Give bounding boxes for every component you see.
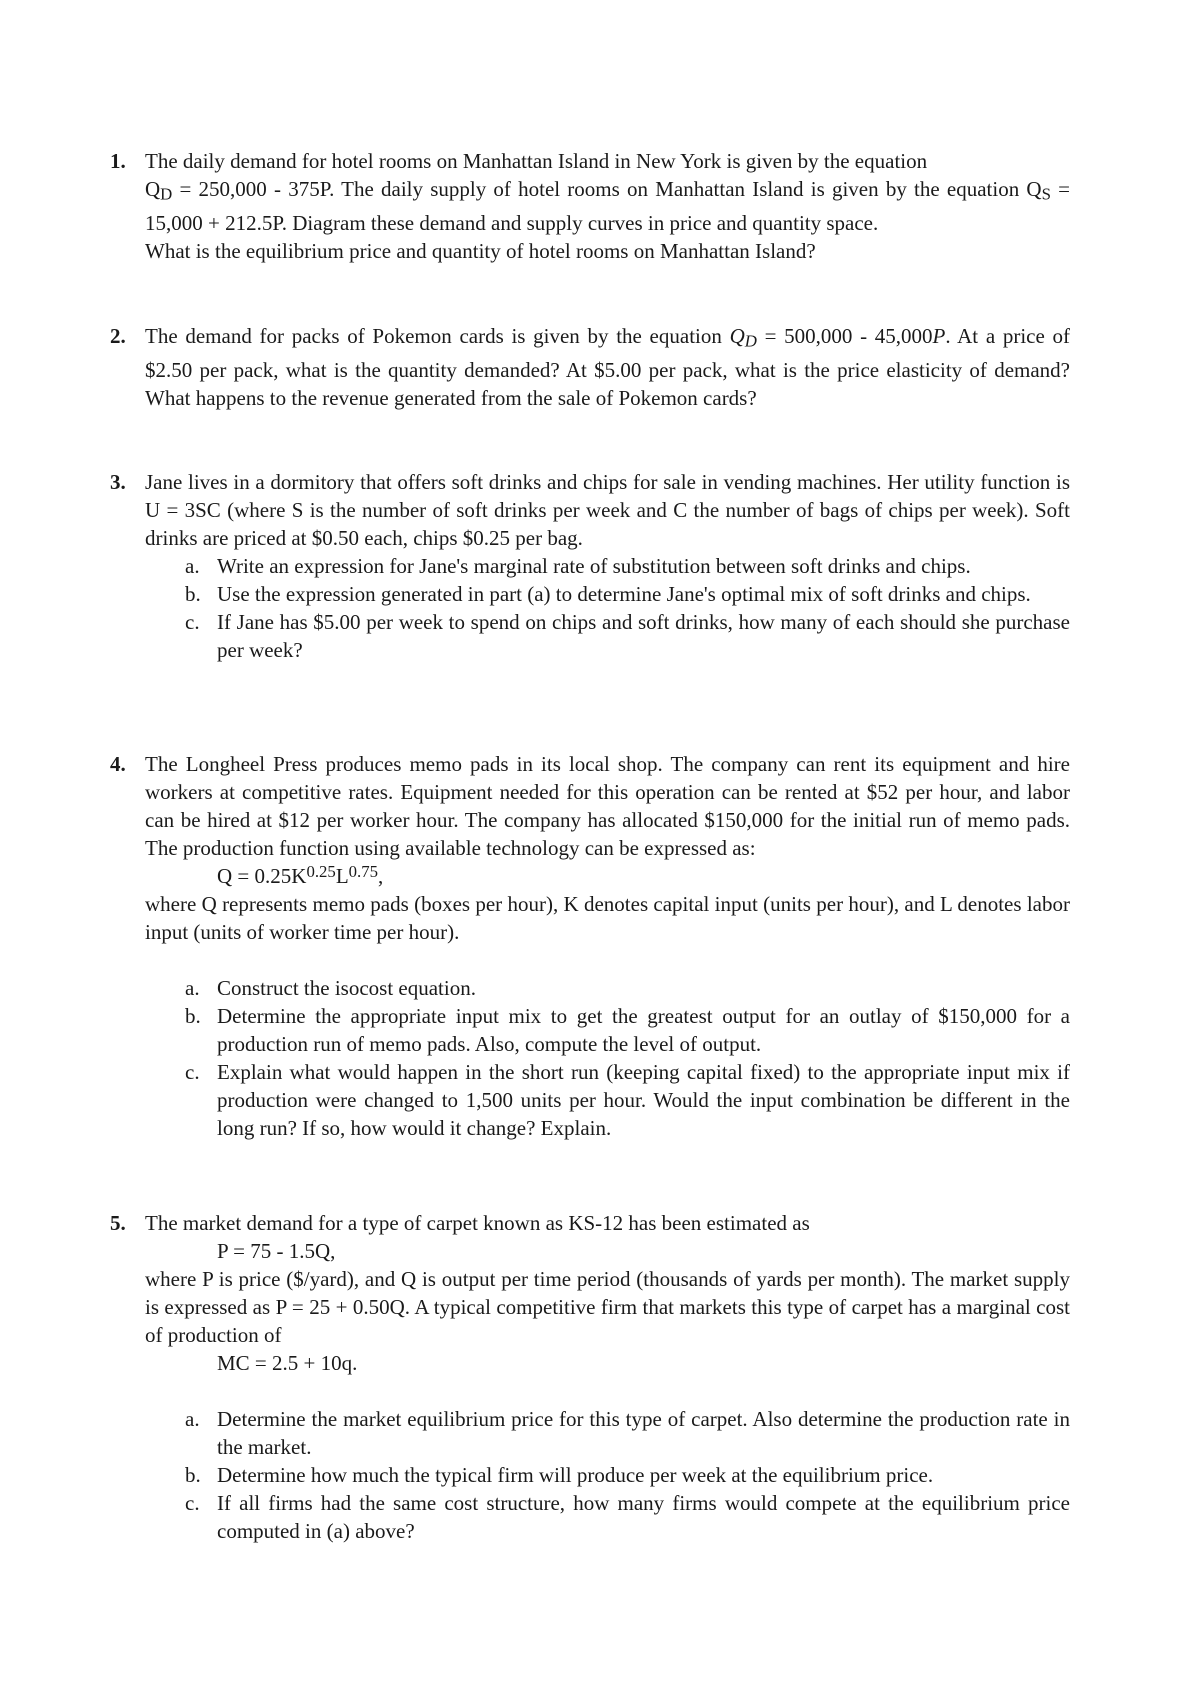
problem-body — [145, 468, 1070, 664]
problem-4 — [110, 750, 1070, 1142]
qd-var: Q — [729, 324, 745, 348]
problem-number: 4. — [110, 752, 126, 776]
subpart-letter: c. — [185, 1491, 200, 1515]
capital-exponent: 0.25 — [306, 862, 336, 882]
qs-rest: = 15,000 + 212.5P. Diagram these demand and supply curves in price and quantity space. — [145, 177, 1070, 235]
problem-5-middle: where P is price ($/yard), and Q is output per time period (thousands of yards per month). The market supply is expressed as P = 25 + 0.50Q. A typical competitive firm that markets this type of carpet has a marginal cost of production of — [145, 1267, 1070, 1347]
problem-body — [145, 147, 1070, 265]
qs-sub: S — [1041, 184, 1051, 204]
subpart-letter: b. — [185, 1004, 201, 1028]
demand-equation: P = 75 - 1.5Q, — [217, 1239, 336, 1263]
qd-rest: = 250,000 - 375P. The daily supply of hotel rooms on Manhattan Island is given by the equation — [172, 177, 1027, 201]
problem-number: 2. — [110, 324, 126, 348]
subpart-letter: a. — [185, 976, 200, 1000]
subpart-text: Determine the appropriate input mix to get the greatest output for an outlay of $150,000 for a production run of memo pads. Also, compute the level of output. — [217, 1004, 1070, 1056]
subpart-b — [185, 580, 1070, 608]
problem-3 — [110, 468, 1070, 664]
eq-base: Q = 0.25K — [217, 864, 307, 888]
production-function — [145, 862, 1070, 890]
subpart-letter: b. — [185, 1463, 201, 1487]
qd-var: Q — [145, 177, 161, 201]
subpart-b — [185, 1461, 1070, 1489]
subpart-text: Explain what would happen in the short run (keeping capital fixed) to the appropriate input mix if production were changed to 1,500 units per hour. Would the input combination be different in the long run? If so, how would it change? Explain. — [217, 1060, 1070, 1140]
qs-var: Q — [1026, 177, 1042, 201]
problem-2-text — [145, 322, 1070, 412]
problem-number: 5. — [110, 1211, 126, 1235]
subpart-letter: c. — [185, 610, 200, 634]
eq-rest: = 500,000 - 45,000 — [756, 324, 933, 348]
subpart-text: Determine the market equilibrium price for this type of carpet. Also determine the production rate in the market. — [217, 1407, 1070, 1459]
subpart-c — [185, 1058, 1070, 1142]
subpart-text: If all firms had the same cost structure, how many firms would compete at the equilibrium price computed in (a) above? — [217, 1491, 1070, 1543]
problem-body — [145, 1209, 1070, 1545]
problem-number: 1. — [110, 149, 126, 173]
subpart-letter: a. — [185, 1407, 200, 1431]
eq-end: , — [378, 864, 384, 888]
subpart-text: Use the expression generated in part (a) to determine Jane's optimal mix of soft drinks and chips. — [217, 582, 1031, 606]
problem-1 — [110, 147, 1070, 265]
problem-4-where: where Q represents memo pads (boxes per hour), K denotes capital input (units per hour), and L denotes labor input (units of worker time per hour). — [145, 892, 1070, 944]
subpart-letter: b. — [185, 582, 201, 606]
qd-sub: D — [160, 184, 173, 204]
price-var: P — [932, 324, 946, 348]
problem-4-intro: The Longheel Press produces memo pads in its local shop. The company can rent its equipment and hire workers at competitive rates. Equipment needed for this operation can be rented at $52 per hour, and labor can be hired at $12 per worker hour. The company has allocated $150,000 for the initial run of memo pads. The production function using available technology can be expressed as: — [145, 752, 1070, 860]
problem-1-question: What is the equilibrium price and quantity of hotel rooms on Manhattan Island? — [145, 238, 816, 263]
labor-exponent: 0.75 — [348, 862, 379, 882]
problem-1-line1: The daily demand for hotel rooms on Manhattan Island in New York is given by the equation — [145, 149, 928, 173]
problem-2-text-before: The demand for packs of Pokemon cards is given by the equation — [145, 324, 730, 348]
subpart-c — [185, 1489, 1070, 1545]
subpart-letter: c. — [185, 1060, 200, 1084]
eq-labor: L — [335, 864, 349, 888]
problem-2-text-after: . At a price of $2.50 per pack, what is the quantity demanded? At $5.00 per pack, what is the price elasticity of demand? What happens to the revenue generated from the sale of Pokemon cards? — [145, 324, 1071, 410]
subpart-text: Determine how much the typical firm will produce per week at the equilibrium price. — [217, 1463, 934, 1487]
subpart-letter: a. — [185, 554, 200, 578]
problem-3-intro: Jane lives in a dormitory that offers soft drinks and chips for sale in vending machines. Her utility function is U = 3SC (where S is the number of soft drinks per week and C the number of bags of chips per week). Soft drinks are priced at $0.50 each, chips $0.25 per bag. — [145, 470, 1070, 550]
marginal-cost-equation: MC = 2.5 + 10q. — [217, 1351, 358, 1375]
subpart-b — [185, 1002, 1070, 1058]
problem-number: 3. — [110, 470, 126, 494]
problem-5 — [110, 1209, 1070, 1545]
subpart-text: If Jane has $5.00 per week to spend on chips and soft drinks, how many of each should she purchase per week? — [217, 610, 1070, 662]
problem-body — [145, 750, 1070, 1142]
qd-sub: D — [744, 331, 757, 351]
subpart-text: Write an expression for Jane's marginal rate of substitution between soft drinks and chips. — [217, 554, 971, 578]
problem-5-intro: The market demand for a type of carpet known as KS-12 has been estimated as — [145, 1211, 810, 1235]
subpart-a — [185, 1405, 1070, 1461]
subpart-c — [185, 608, 1070, 664]
problem-2 — [110, 322, 1070, 412]
subpart-text: Construct the isocost equation. — [217, 976, 476, 1000]
problem-body — [145, 322, 1070, 412]
subpart-a — [185, 974, 1070, 1002]
subpart-a — [185, 552, 1070, 580]
problem-1-equations — [145, 175, 1070, 237]
